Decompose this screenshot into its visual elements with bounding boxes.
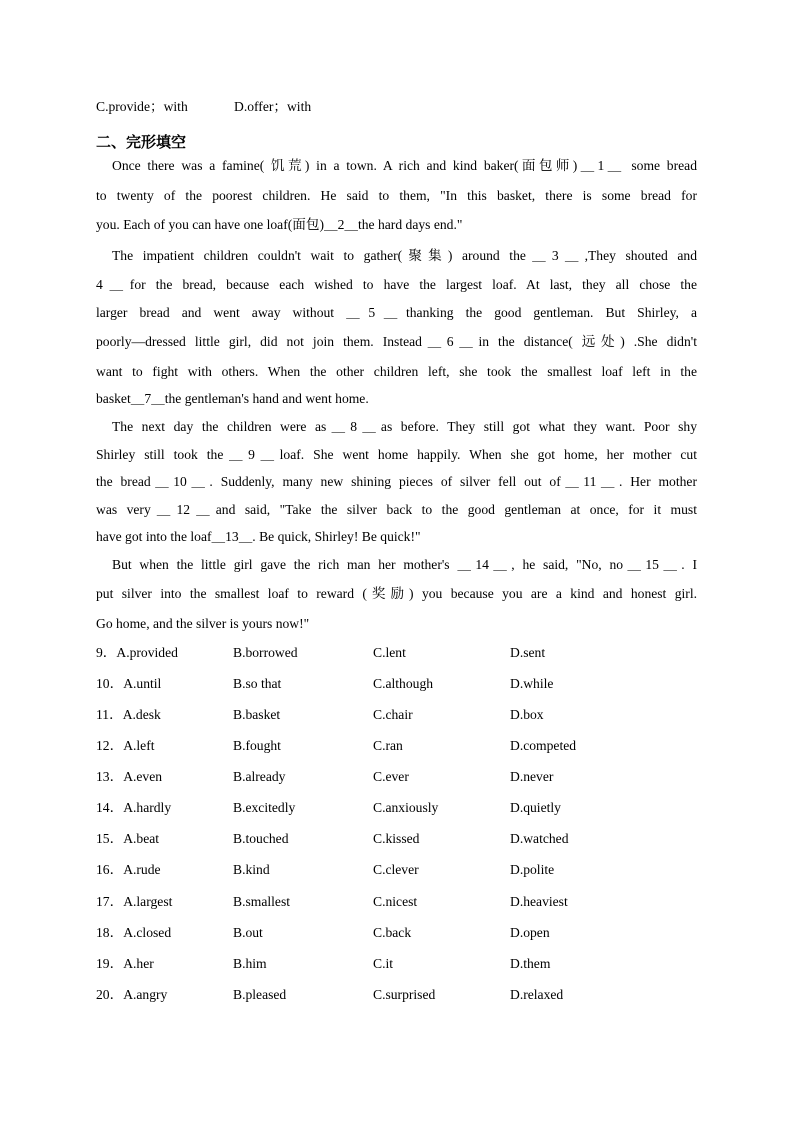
passage-line: basket＿7＿the gentleman's hand and went home. — [96, 391, 369, 406]
question-row — [96, 985, 716, 1005]
passage-line: to twenty of the poorest children. He said to them, "In this basket, there is some bread for — [96, 188, 697, 203]
question-row — [96, 798, 716, 818]
option-c: C.back — [373, 925, 412, 940]
passage-line: The impatient children couldn't wait to gather(聚集) around the＿3＿,They shouted and — [112, 248, 697, 263]
question-number: 14．A.hardly — [96, 800, 172, 815]
question-number: 9．A.provided — [96, 645, 178, 660]
question-row — [96, 705, 716, 725]
option-d: D.never — [510, 769, 554, 784]
question-number: 16．A.rude — [96, 862, 161, 877]
option-b: B.fought — [233, 738, 281, 753]
option-b: B.him — [233, 956, 267, 971]
section-heading: 二、完形填空 — [96, 133, 187, 151]
question-number: 20．A.angry — [96, 987, 168, 1002]
option-d: D.box — [510, 707, 544, 722]
question-number: 18．A.closed — [96, 925, 172, 940]
option-b: B.excitedly — [233, 800, 296, 815]
question-number: 15．A.beat — [96, 831, 160, 846]
passage-line: you. Each of you can have one loaf(面包)＿2＿the hard days end." — [96, 217, 463, 232]
option-b: B.touched — [233, 831, 289, 846]
passage-line: The next day the children were as＿8＿as before. They still got what they want. Poor shy — [112, 419, 697, 434]
option-b: B.so that — [233, 676, 282, 691]
option-b: B.basket — [233, 707, 281, 722]
option-c: C.provide；with — [96, 99, 188, 114]
question-row — [96, 643, 716, 663]
question-row — [96, 860, 716, 880]
passage-line: Once there was a famine( 饥荒) in a town. A rich and kind baker(面包师)＿1＿ some bread — [112, 158, 697, 173]
passage-line: the bread＿10＿. Suddenly, many new shining pieces of silver fell out of＿11＿. Her mother — [96, 474, 697, 489]
question-row — [96, 923, 716, 943]
passage-line: want to fight with others. When the other children left, she took the smallest loaf left in the — [96, 364, 697, 379]
option-d: D.polite — [510, 862, 555, 877]
option-d: D.relaxed — [510, 987, 564, 1002]
option-c: C.chair — [373, 707, 413, 722]
question-number: 11．A.desk — [96, 707, 161, 722]
option-c: C.ran — [373, 738, 403, 753]
question-row — [96, 736, 716, 756]
option-b: B.pleased — [233, 987, 287, 1002]
question-number: 13．A.even — [96, 769, 163, 784]
option-d: D.heaviest — [510, 894, 568, 909]
option-d: D.sent — [510, 645, 546, 660]
question-number: 17．A.largest — [96, 894, 173, 909]
option-d: D.quietly — [510, 800, 561, 815]
passage-line: poorly—dressed little girl, did not join them. Instead＿6＿in the distance( 远处) .She didn't — [96, 334, 697, 349]
option-c: C.it — [373, 956, 394, 971]
option-c: C.surprised — [373, 987, 436, 1002]
option-b: B.out — [233, 925, 263, 940]
question-row — [96, 674, 716, 694]
option-b: B.already — [233, 769, 286, 784]
passage-line: was very＿12＿and said, "Take the silver back to the good gentleman at once, for it must — [96, 502, 697, 517]
passage-line: put silver into the smallest loaf to reward (奖励) you because you are a kind and honest girl. — [96, 586, 697, 601]
passage-line: Go home, and the silver is yours now!" — [96, 616, 310, 631]
passage-line: But when the little girl gave the rich man her mother's ＿14＿, he said, "No, no＿15＿. I — [112, 557, 697, 572]
question-row — [96, 892, 716, 912]
option-d: D.while — [510, 676, 554, 691]
option-c: C.although — [373, 676, 434, 691]
option-b: B.kind — [233, 862, 270, 877]
option-d: D.watched — [510, 831, 569, 846]
option-c: C.ever — [373, 769, 409, 784]
option-d: D.competed — [510, 738, 577, 753]
question-number: 10．A.until — [96, 676, 162, 691]
option-b: B.smallest — [233, 894, 291, 909]
option-d: D.open — [510, 925, 550, 940]
passage-line: 4＿for the bread, because each wished to have the largest loaf. At last, they all chose the — [96, 277, 697, 292]
passage-line: have got into the loaf＿13＿. Be quick, Shirley! Be quick!" — [96, 529, 421, 544]
question-row — [96, 829, 716, 849]
option-c: C.anxiously — [373, 800, 439, 815]
option-d: D.offer；with — [234, 99, 312, 114]
option-c: C.clever — [373, 862, 419, 877]
question-row — [96, 954, 716, 974]
passage-line: Shirley still took the＿9＿loaf. She went home happily. When she got home, her mother cut — [96, 447, 697, 462]
passage-line: larger bread and went away without ＿5＿thanking the good gentleman. But Shirley, a — [96, 305, 697, 320]
option-c: C.kissed — [373, 831, 420, 846]
option-c: C.lent — [373, 645, 406, 660]
question-number: 19．A.her — [96, 956, 154, 971]
question-row — [96, 767, 716, 787]
option-b: B.borrowed — [233, 645, 298, 660]
question-number: 12．A.left — [96, 738, 155, 753]
option-d: D.them — [510, 956, 551, 971]
option-c: C.nicest — [373, 894, 418, 909]
previous-question-options — [96, 98, 312, 116]
